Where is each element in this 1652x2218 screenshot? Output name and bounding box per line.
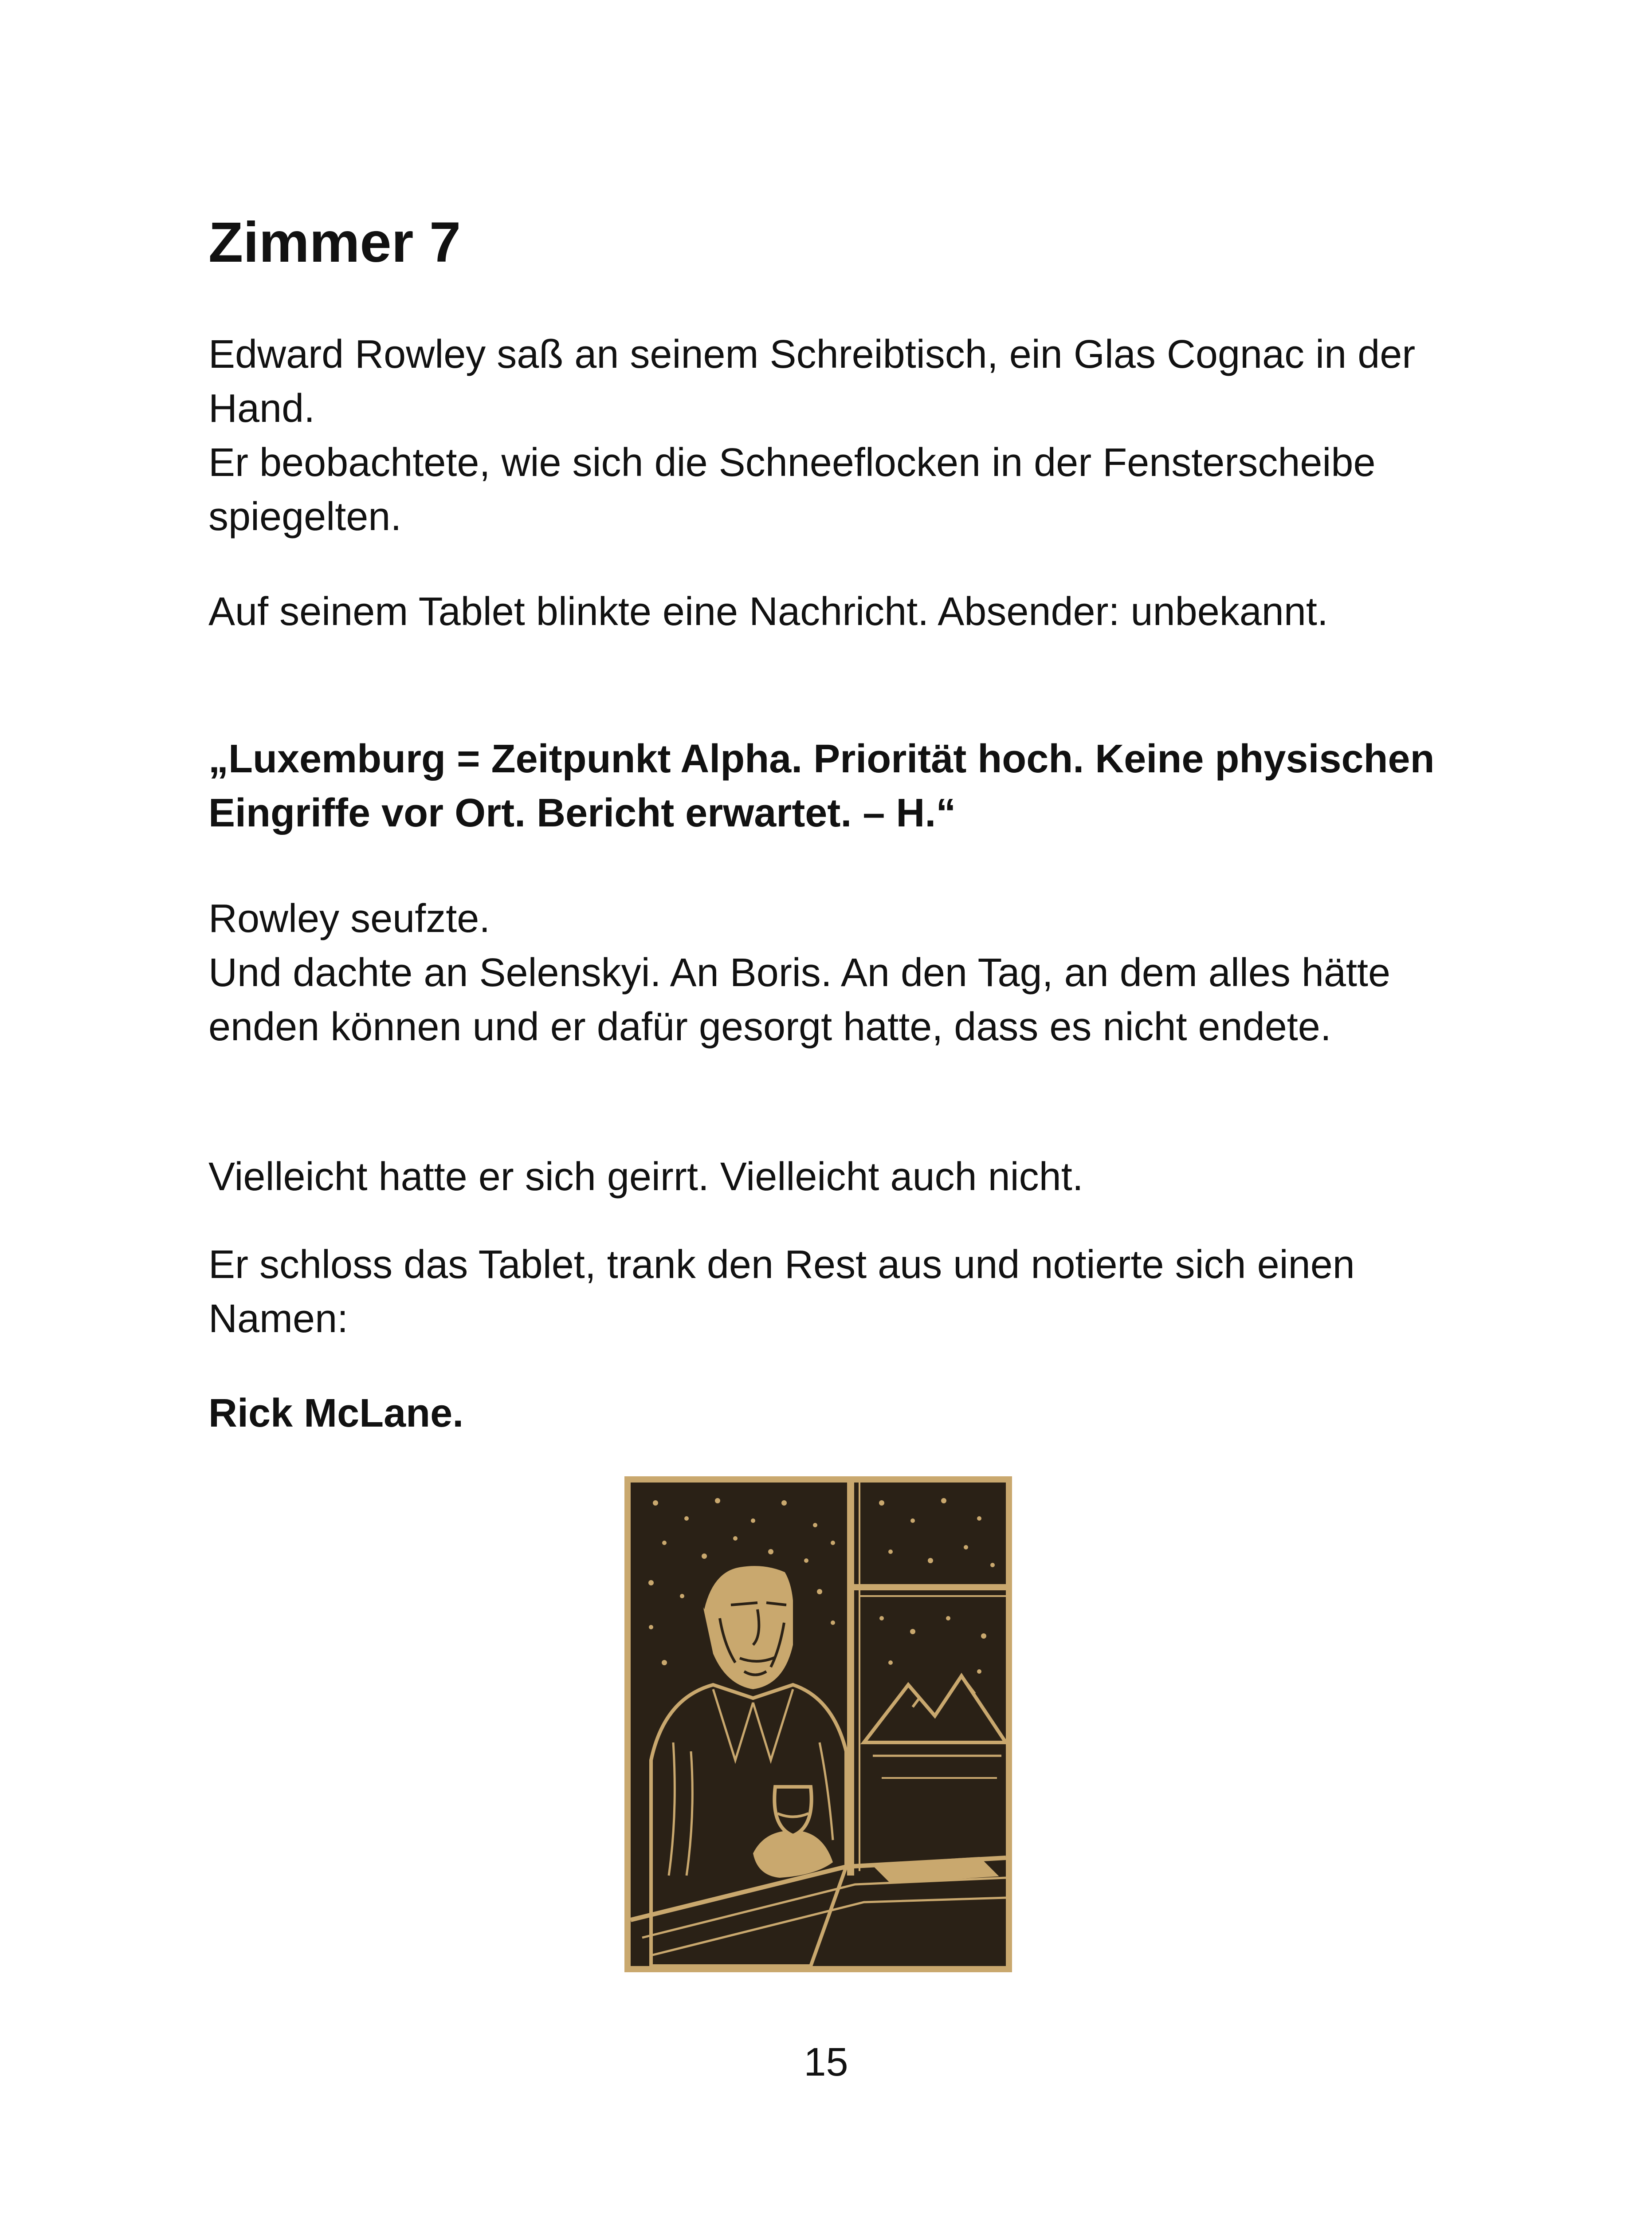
page-number: 15	[804, 2040, 848, 2084]
woodcut-illustration	[624, 1476, 1012, 1972]
sentence-rowley-seufzte: Rowley seufzte.	[208, 897, 490, 941]
sentence-rowley-desk: Edward Rowley saß an seinem Schreibtisch, ein Glas Cognac in der Hand.	[208, 332, 1416, 431]
paragraph-opening	[208, 327, 1450, 544]
name-rick-mclane: Rick McLane.	[208, 1391, 464, 1435]
message-quote: „Luxemburg = Zeitpunkt Alpha. Priorität hoch. Keine physischen Eingriffe vor Ort. Bericht erwartet. – H.“	[208, 737, 1435, 835]
paragraph-doubt: Vielleicht hatte er sich geirrt. Vielleicht auch nicht.	[208, 1155, 1083, 1199]
paragraph-note-name: Er schloss das Tablet, trank den Rest aus und notierte sich einen Namen:	[208, 1243, 1355, 1341]
paragraph-tablet-message: Auf seinem Tablet blinkte eine Nachricht. Absender: unbekannt.	[208, 590, 1328, 634]
sentence-snowflakes: Er beobachtete, wie sich die Schneeflocken in der Fensterscheibe spiegelten.	[208, 440, 1376, 539]
paragraph-rowley-sighs	[208, 892, 1450, 1054]
sentence-selenskyi: Und dachte an Selenskyi. An Boris. An den Tag, an dem alles hätte enden können und er dafür gesorgt hatte, dass es nicht endete.	[208, 951, 1391, 1049]
chapter-title: Zimmer 7	[208, 211, 461, 274]
